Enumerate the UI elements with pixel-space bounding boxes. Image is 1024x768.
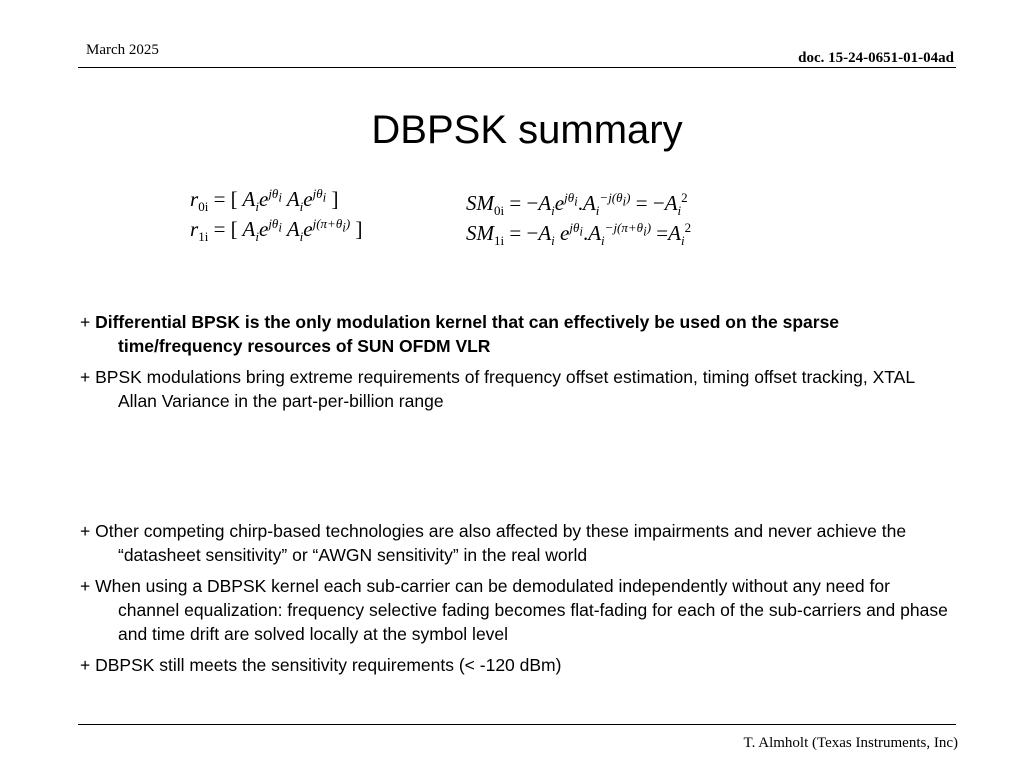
header-rule — [78, 67, 956, 68]
slide-title: DBPSK summary — [371, 108, 683, 152]
bullet-marker: + — [80, 521, 91, 541]
header-date: March 2025 — [86, 42, 159, 58]
bullet-text: When using a DBPSK kernel each sub-carrier can be demodulated independently without any need for channel equalization: frequency selective fading becomes flat-fading for each of the sub-carriers and phase and time drift are solved locally at the symbol level — [95, 576, 948, 644]
bullet-marker: + — [80, 367, 91, 387]
bullet-item — [80, 574, 950, 646]
bullet-text: DBPSK still meets the sensitivity requirements (< -120 dBm) — [95, 655, 562, 675]
equation-sm0: $SM_{0i} = -A_ie^{j\theta_i}.A_i^{-j(\theta_i)} = -A_i^2$ — [466, 190, 688, 219]
bullet-item — [80, 310, 950, 358]
equations-left — [190, 184, 362, 244]
bullet-item — [80, 365, 950, 413]
bullet-text: Other competing chirp-based technologies are also affected by these impairments and never achieve the “datasheet sensitivity” or “AWGN sensitivity” in the real world — [95, 521, 907, 565]
bullet-item — [80, 653, 950, 677]
bullet-marker: + — [80, 576, 91, 596]
bullet-text: BPSK modulations bring extreme requirements of frequency offset estimation, timing offset tracking, XTAL Allan Variance in the part-per-billion range — [95, 367, 915, 411]
equation-r1: $r_{1i}$ = [ $A_ie^{j\theta_i}$ $A_ie^{j(\pi+\theta_i)}$ ] — [190, 216, 363, 245]
bullet-marker: + — [80, 312, 91, 332]
equations-right — [466, 188, 691, 248]
header-doc-id: doc. 15-24-0651-01-04ad — [798, 50, 954, 66]
bullet-item — [80, 519, 950, 567]
equation-sm1: $SM_{1i} = -A_i$ $e^{j\theta_i}.A_i^{-j(\pi+\theta_i)} =A_i^2$ — [466, 220, 692, 249]
equation-r0: $r_{0i}$ = [ $A_ie^{j\theta_i}$ $A_ie^{j\theta_i}$ ] — [190, 186, 339, 215]
bullet-list — [80, 310, 950, 677]
bullet-marker: + — [80, 655, 91, 675]
footer-rule — [78, 724, 956, 725]
bullet-text: Differential BPSK is the only modulation kernel that can effectively be used on the sparse time/frequency resources of SUN OFDM VLR — [95, 312, 840, 356]
footer-author: T. Almholt (Texas Instruments, Inc) — [743, 735, 958, 751]
